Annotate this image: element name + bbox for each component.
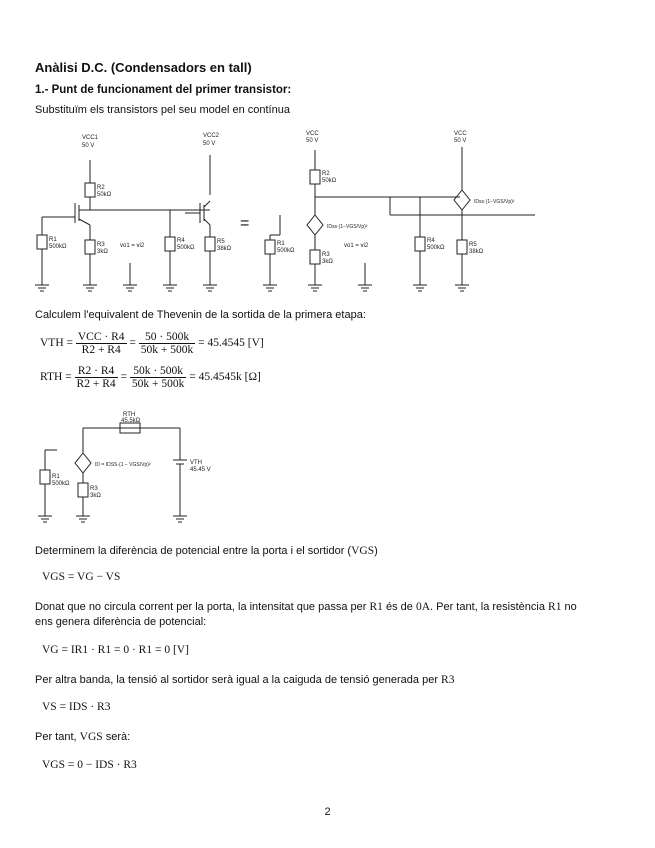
label-vcc2-val: 50 V (203, 141, 216, 147)
vth-den2: 50k + 500k (140, 344, 194, 356)
label-r4-c2: R4 (427, 238, 435, 244)
equation-vgs-final: VGS = 0 − IDS · R3 (42, 759, 137, 771)
label-src-c3: ID = IDSS·(1 − VGS/Vp)² (95, 462, 151, 468)
label-r5-val: 38kΩ (217, 246, 232, 252)
label-r4-val: 500kΩ (177, 245, 195, 251)
label-r3-val: 3kΩ (97, 249, 108, 255)
label-r2: R2 (97, 185, 105, 191)
equation-vth (40, 331, 264, 356)
circuit-diagram-thevenin (35, 408, 255, 533)
therefore-paragraph: Per tant, VGS serà: (35, 731, 131, 743)
label-vth-val: 45.45 V (190, 467, 211, 473)
equation-vs: VS = IDS · R3 (42, 701, 111, 713)
thevenin-paragraph: Calculem l'equivalent de Thevenin de la sortida de la primera etapa: (35, 309, 366, 321)
label-r1-c3: R1 (52, 474, 60, 480)
label-vcc2-c2-val: 50 V (454, 138, 467, 144)
label-vo1: vo1 = vi2 (120, 243, 145, 249)
gate-paragraph: Donat que no circula corrent per la porta, la intensitat que passa per R1 és de 0A. Per tant, la resistència R1 no ens genera diferència de potencial: (35, 601, 577, 628)
vth-lhs: VTH = (40, 337, 73, 350)
label-r1-c2: R1 (277, 241, 285, 247)
label-vo1-c2: vo1 = vi2 (344, 243, 369, 249)
equation-vgs: VGS = VG − VS (42, 571, 121, 583)
label-r4-c2-val: 500kΩ (427, 245, 445, 251)
subsection-heading: 1.- Punt de funcionament del primer transistor: (35, 84, 292, 96)
label-r1: R1 (49, 237, 57, 243)
vgs-paragraph: Determinem la diferència de potencial entre la porta i el sortidor (VGS) (35, 545, 378, 557)
label-r1-c3-val: 500kΩ (52, 481, 70, 487)
vth-eq2: = (129, 337, 136, 350)
label-vcc2-c2: VCC (454, 131, 467, 137)
intro-paragraph: Substituïm els transistors pel seu model en contínua (35, 104, 290, 116)
label-r1-c2-val: 500kΩ (277, 248, 295, 254)
label-vth: VTH (190, 460, 202, 466)
vth-result: = 45.4545 [V] (198, 337, 264, 350)
label-r3-c2: R3 (322, 252, 330, 258)
label-vcc1-val: 50 V (82, 143, 95, 149)
vth-num: VCC · R4 (77, 331, 125, 343)
label-r5: R5 (217, 239, 225, 245)
label-rth-val: 45.5kΩ (121, 418, 141, 424)
label-rth: RTH (123, 412, 136, 418)
label-src2: IDss·(1−VGS/Vp)² (474, 199, 515, 205)
rth-result: = 45.4545k [Ω] (189, 371, 261, 384)
source-paragraph: Per altra banda, la tensió al sortidor serà igual a la caiguda de tensió generada per R3 (35, 674, 455, 686)
label-r3-c3-val: 3kΩ (90, 493, 101, 499)
vgs-var: VGS (351, 545, 375, 557)
label-r2-c2: R2 (322, 171, 330, 177)
label-r4: R4 (177, 238, 185, 244)
rth-num2: 50k · 500k (130, 365, 187, 378)
label-vcc1: VCC1 (82, 135, 99, 141)
rth-den2: 50k + 500k (131, 378, 185, 390)
label-r3: R3 (97, 242, 105, 248)
rth-lhs: RTH = (40, 371, 72, 384)
label-r1-val: 500kΩ (49, 244, 67, 250)
label-r3-c2-val: 3kΩ (322, 259, 333, 265)
circuit-diagram-transistors (30, 125, 550, 300)
rth-den: R2 + R4 (76, 378, 116, 390)
label-vcc-c2-val: 50 V (306, 138, 319, 144)
rth-num: R2 · R4 (75, 365, 118, 378)
equation-rth (40, 365, 261, 390)
section-heading: Anàlisi D.C. (Condensadors en tall) (35, 60, 252, 75)
equation-vg: VG = IR1 · R1 = 0 · R1 = 0 [V] (42, 644, 189, 656)
label-vcc-c2: VCC (306, 131, 319, 137)
label-src1: IDss·(1−VGS/Vp)² (327, 224, 368, 230)
label-r5-c2: R5 (469, 242, 477, 248)
label-r2-c2-val: 50kΩ (322, 178, 337, 184)
label-r3-c3: R3 (90, 486, 98, 492)
label-r2-val: 50kΩ (97, 192, 112, 198)
page-number: 2 (324, 806, 331, 818)
label-r5-c2-val: 38kΩ (469, 249, 484, 255)
vth-den: R2 + R4 (81, 344, 121, 356)
rth-eq2: = (120, 371, 127, 384)
vth-num2: 50 · 500k (139, 331, 196, 344)
equals-sign: = (240, 215, 250, 232)
label-vcc2: VCC2 (203, 133, 220, 139)
